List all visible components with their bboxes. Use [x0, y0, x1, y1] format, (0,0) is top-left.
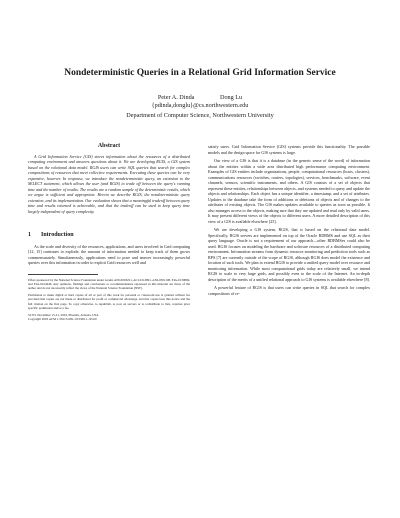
body-paragraph: Our view of a GIS is that it is a database (in the generic sense of the word) of information about the entities within a wide area distributed high performance computing environment. Examples of GIS entities include organizations, people, computational resources (hosts, clusters), communications resources (switches, routers, topologies), services, benchmarks, software, event channels, sensors, scientific instruments, and others. A GIS consists of a set of objects that represent these entities, relationships between objects, and systems needed to query and update the objects and relationships. Each object has a unique identifier, a timestamp, and a set of attributes. Updates to the database take the form of additions or deletions of objects and of changes to the attributes of existing objects. The GIS makes updates available to queries as soon as possible. It also manages access to the objects, making sure that they are updated and read only by valid users. It may present different views of the objects to different users. A more detailed description of this view of a GIS is available elsewhere [25]. — [208, 158, 370, 224]
footnote-copyright: Permission to make digital or hard copies of all or part of this work for personal or classroom use is granted without fee provided that copies are not made or distributed for profit or commercial advantage, and that copies bear this notice and the full citation on the first page. To copy otherwise, to republish, to post on servers or to redistribute to lists, requires prior specific permission and/or a fee. — [28, 293, 190, 310]
author-name: Peter A. Dinda — [157, 94, 195, 101]
author-affiliation: Department of Computer Science, Northwestern University — [126, 112, 274, 119]
section-number: 1 — [28, 232, 31, 238]
body-paragraph: We are developing a GIS system, RGIS, that is based on the relational data model. Specifically, RGIS servers are implemented on top of the Oracle RDBMS and use SQL as their query language. Oracle is not a requirement of our approach—other RDBMSes could also be used. RGIS focuses on modeling the hardware and software resources of a distributed computing environment. Information streams from dynamic resource monitoring and prediction tools such as RPS [7] are currently outside of the scope of RGIS, although RGIS does model the existence and location of such tools. We plan to extend RGIS to provide a unified query model over resource and monitoring information. While most computational grids today are relatively small, we intend RGIS to scale to very large grids, and possibly even to the scale of the Internet. An in-depth description of the merits of a unified relational approach to GIS systems is available elsewhere [8]. — [208, 227, 370, 282]
footnote-divider — [28, 274, 98, 275]
section-heading — [28, 233, 190, 239]
body-paragraph: As the scale and diversity of the resources, applications, and users involved in Grid computing [12, 15] continues to explode, the amount of information needed to keep track of them grows commensurately. Simultaneously, applications need to pose and answer increasingly powerful queries over this information in order to exploit Grid resources well and — [28, 243, 190, 265]
author-block — [20, 94, 380, 110]
footnote-support: Effort sponsored by the National Science Foundation under Grants ANI-0093221, ACI-0112891, ANI-0301108, EIA-0130869, and EIA-0224449. Any opinions, findings and conclusions or recommendations expressed in this material are those of the author and do not necessarily reflect the views of the National Science Foundation (NSF). — [28, 277, 190, 290]
footnote-acm: Copyright 2003 ACM 1-58113-695-1/03/0011...$5.00 — [28, 317, 97, 322]
body-paragraph: satisfy users. Grid Information Service (GIS) systems provide this functionality. The possible models and the design space for GIS systems is large. — [208, 144, 370, 155]
author-names — [20, 94, 380, 102]
right-column — [208, 144, 370, 299]
abstract-text: A Grid Information Service (GIS) stores information about the resources of a distributed computing environment and answers questions about it. We are developing RGIS, a GIS system based on the relational data model. RGIS users can write SQL queries that search for complex compositions of resources that meet collective requirements. Executing these queries can be very expensive, however. In response, we introduce the nondeterministic query, an extension to the SELECT statement, which allows the user (and RGIS) to trade off between the query's running time and the number of results. The results are a random sample of the deterministic results, which we argue is sufficient and appropriate. Herein we describe RGIS, the nondeterministic query extension, and its implementation. Our evaluation shows that a meaningful tradeoff between query time and results returned is achievable, and that the tradeoff can be used to keep query time largely independent of query complexity. — [28, 153, 190, 214]
section-title: Introduction — [41, 232, 74, 238]
author-email: {pdinda,donglu}@cs.northwestern.edu — [151, 102, 249, 109]
body-paragraph: A powerful feature of RGIS is that users can write queries in SQL that search for complex compositions of re- — [208, 285, 370, 296]
paper-title: Nondeterministic Queries in a Relational Grid Information Service — [64, 68, 336, 78]
author-name: Dong Lu — [219, 94, 243, 101]
abstract-heading: Abstract — [97, 143, 121, 149]
left-column — [28, 144, 190, 324]
footnote-conference: SC'03, November 15-21, 2003, Phoenix, Arizona, USA — [28, 312, 99, 317]
